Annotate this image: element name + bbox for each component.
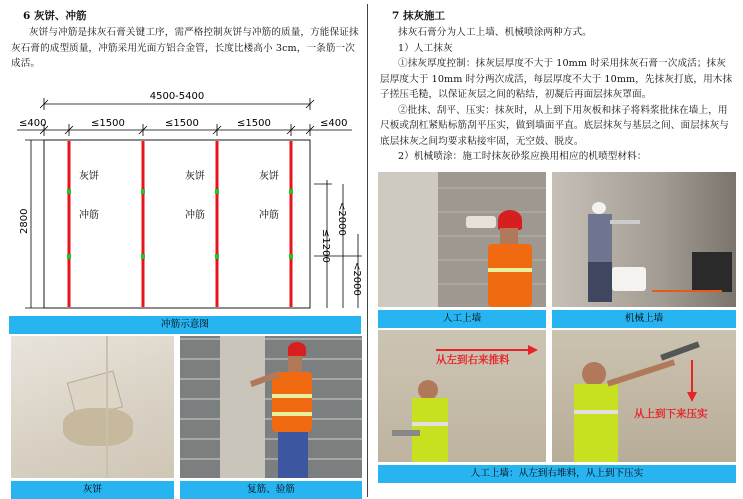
label-rib-3: 冲筋	[259, 210, 279, 221]
caption-bottom: 人工上墙：从左到右堆料，从上到下压实	[378, 465, 736, 483]
photo-left-to-right	[378, 330, 546, 462]
v-dim-text-1: <2000	[336, 202, 347, 236]
rib-diagram	[7, 84, 367, 314]
spacing-text-2: ≤1500	[165, 118, 199, 129]
photo-plaster-cake	[11, 336, 174, 478]
wall-outline	[44, 140, 310, 308]
label-rib-1: 冲筋	[79, 210, 99, 221]
photo-rib-check	[180, 336, 362, 478]
left-column	[5, 4, 368, 497]
photo-top-to-bottom	[552, 330, 736, 462]
left-gap-text: ≤400	[19, 118, 47, 129]
label-cake-2: 灰饼	[185, 171, 205, 182]
section-7-thickness: ①抹灰厚度控制：抹灰层厚度不大于 10mm 时采用抹灰石膏一次成活；抹灰层厚度大于 10mm 时分两次成活，每层厚度不大于 10mm，先抹灰打底，用木抹子搓压毛糙，以保证灰层之间的粘结，初凝后再面层抹灰罩面。	[380, 58, 733, 100]
v-dim-text-2: ≤1200	[320, 229, 331, 263]
cake-mortar	[63, 408, 133, 446]
section-7-compaction: ②批抹、刮平、压实：抹灰时，从上到下用灰板和抹子将料浆批抹在墙上，用尺板或刮杠紧贴标筋刮平压实，做到墙面平直。底层抹灰与基层之间、面层抹灰与底层抹灰之间均要求粘接牢固，无空鼓、脱皮。	[380, 104, 729, 147]
photo-manual-plaster	[378, 172, 546, 307]
caption-machine: 机械上墙	[552, 310, 736, 328]
photo-caption-rib-check: 复筋、验筋	[180, 481, 362, 499]
cake-dots	[67, 189, 293, 259]
section-7-heading: 7 抹灰施工	[392, 10, 445, 22]
section-7-sub-1: 1）人工抹灰	[398, 42, 453, 54]
section-6-heading: 6 灰饼、冲筋	[23, 10, 87, 22]
spacing-text-3: ≤1500	[237, 118, 271, 129]
section-7-sub-2: 2）机械喷涂：施工时抹灰砂浆应换用相应的机喷型材料：	[398, 151, 647, 162]
label-rib-2: 冲筋	[185, 210, 205, 221]
right-column	[374, 4, 740, 497]
photo-machine-plaster	[552, 172, 736, 307]
label-cake-1: 灰饼	[79, 171, 99, 182]
overlay-left-text: 从左到右来推料	[436, 354, 510, 366]
v-dim-text-3: <2000	[351, 262, 362, 296]
spacing-text-1: ≤1500	[91, 118, 125, 129]
photo-caption-cake: 灰饼	[11, 481, 174, 499]
section-6-paragraph: 灰饼与冲筋是抹灰石膏关键工序，需严格控制灰饼与冲筋的质量，方能保证抹灰石膏的成型质量，冲筋采用光面方铝合金管，长度比楼高小 3cm，一条筋一次成活。	[11, 27, 359, 69]
top-dim-text: 4500-5400	[149, 91, 205, 102]
caption-manual: 人工上墙	[378, 310, 546, 328]
rib-lines	[69, 141, 291, 307]
height-dim-text: 2800	[19, 208, 30, 234]
overlay-right-text: 从上到下来压实	[634, 408, 708, 420]
label-cake-3: 灰饼	[259, 171, 279, 182]
diagram-caption: 冲筋示意图	[9, 316, 361, 334]
right-gap-text: ≤400	[320, 118, 348, 129]
section-7-intro: 抹灰石膏分为人工上墙、机械喷涂两种方式。	[398, 27, 592, 38]
